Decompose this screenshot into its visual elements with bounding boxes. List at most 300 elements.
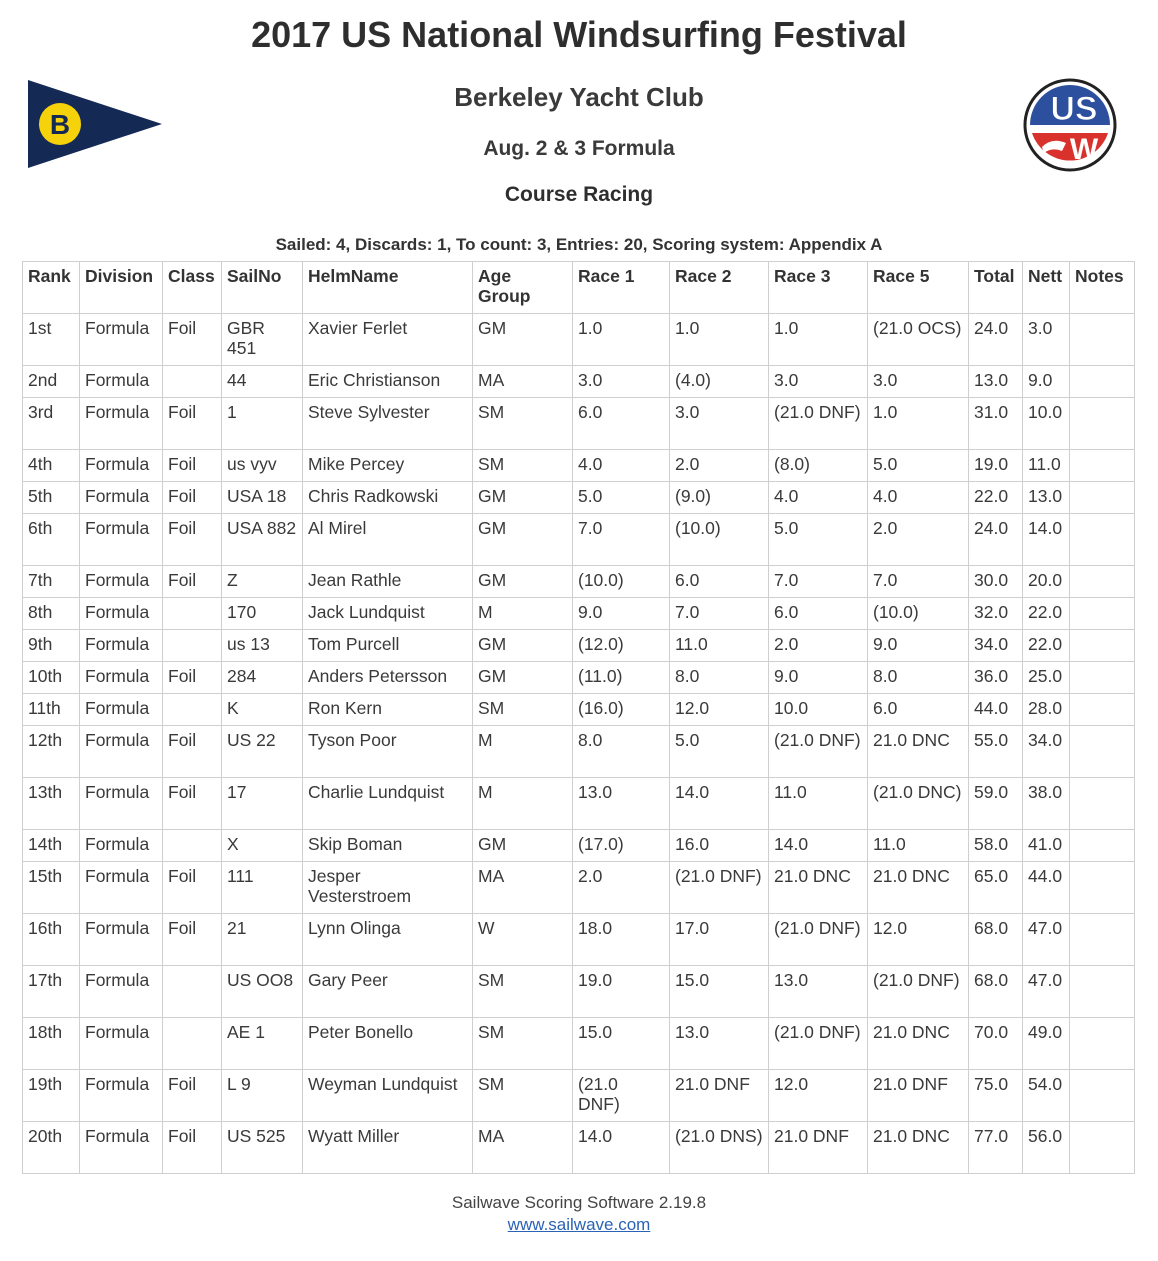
cell-class: Foil [163,662,222,694]
us-windsurfing-logo [1022,77,1118,173]
cell-helmname: Eric Christianson [303,366,473,398]
cell-race-2: 7.0 [670,598,769,630]
cell-nett: 9.0 [1023,366,1070,398]
cell-sailno: K [222,694,303,726]
cell-notes [1070,398,1135,450]
cell-sailno: 170 [222,598,303,630]
cell-sailno: US 22 [222,726,303,778]
cell-age-group: SM [473,1018,573,1070]
cell-helmname: Al Mirel [303,514,473,566]
cell-race-3: 1.0 [769,314,868,366]
cell-race-2: 8.0 [670,662,769,694]
cell-age-group: GM [473,630,573,662]
cell-notes [1070,450,1135,482]
cell-class: Foil [163,314,222,366]
cell-class [163,366,222,398]
table-row [23,1070,1135,1122]
cell-total: 31.0 [969,398,1023,450]
cell-nett: 47.0 [1023,966,1070,1018]
cell-age-group: MA [473,1122,573,1174]
cell-race-1: 19.0 [573,966,670,1018]
cell-sailno: AE 1 [222,1018,303,1070]
cell-race-1: (11.0) [573,662,670,694]
header-race-3: Race 3 [769,262,868,314]
results-body [23,314,1135,1174]
cell-race-3: 4.0 [769,482,868,514]
cell-rank: 11th [23,694,80,726]
cell-division: Formula [80,314,163,366]
cell-nett: 25.0 [1023,662,1070,694]
cell-notes [1070,862,1135,914]
cell-rank: 6th [23,514,80,566]
cell-notes [1070,1070,1135,1122]
header-nett: Nett [1023,262,1070,314]
cell-race-3: 7.0 [769,566,868,598]
header-division: Division [80,262,163,314]
cell-total: 30.0 [969,566,1023,598]
cell-race-5: (21.0 DNF) [868,966,969,1018]
cell-total: 55.0 [969,726,1023,778]
cell-race-2: 2.0 [670,450,769,482]
cell-total: 68.0 [969,966,1023,1018]
cell-rank: 1st [23,314,80,366]
table-row [23,598,1135,630]
cell-race-2: (21.0 DNF) [670,862,769,914]
cell-rank: 17th [23,966,80,1018]
cell-rank: 13th [23,778,80,830]
cell-rank: 10th [23,662,80,694]
cell-total: 34.0 [969,630,1023,662]
cell-division: Formula [80,1070,163,1122]
table-row [23,366,1135,398]
cell-race-2: 11.0 [670,630,769,662]
header-total: Total [969,262,1023,314]
table-row [23,450,1135,482]
cell-helmname: Chris Radkowski [303,482,473,514]
cell-rank: 5th [23,482,80,514]
cell-rank: 2nd [23,366,80,398]
table-header-row [23,262,1135,314]
cell-class: Foil [163,450,222,482]
cell-race-1: (16.0) [573,694,670,726]
cell-notes [1070,514,1135,566]
cell-race-2: 6.0 [670,566,769,598]
cell-race-3: (8.0) [769,450,868,482]
cell-class: Foil [163,914,222,966]
cell-sailno: 284 [222,662,303,694]
cell-race-2: 12.0 [670,694,769,726]
cell-race-5: 21.0 DNC [868,1122,969,1174]
cell-class: Foil [163,862,222,914]
cell-class: Foil [163,1122,222,1174]
cell-age-group: GM [473,662,573,694]
cell-helmname: Jack Lundquist [303,598,473,630]
cell-class: Foil [163,726,222,778]
table-row [23,482,1135,514]
cell-helmname: Weyman Lundquist [303,1070,473,1122]
cell-sailno: 111 [222,862,303,914]
page-title: 2017 US National Windsurfing Festival [251,14,907,55]
cell-race-1: 6.0 [573,398,670,450]
cell-sailno: US OO8 [222,966,303,1018]
cell-rank: 18th [23,1018,80,1070]
cell-age-group: GM [473,830,573,862]
cell-helmname: Lynn Olinga [303,914,473,966]
cell-race-2: 5.0 [670,726,769,778]
cell-rank: 7th [23,566,80,598]
cell-class: Foil [163,566,222,598]
cell-race-2: (9.0) [670,482,769,514]
cell-notes [1070,366,1135,398]
cell-race-5: 21.0 DNC [868,726,969,778]
cell-division: Formula [80,830,163,862]
cell-race-1: 4.0 [573,450,670,482]
cell-sailno: 17 [222,778,303,830]
cell-race-2: 14.0 [670,778,769,830]
cell-race-2: 17.0 [670,914,769,966]
cell-race-3: (21.0 DNF) [769,1018,868,1070]
cell-rank: 16th [23,914,80,966]
cell-nett: 54.0 [1023,1070,1070,1122]
cell-race-5: 1.0 [868,398,969,450]
cell-division: Formula [80,630,163,662]
cell-helmname: Charlie Lundquist [303,778,473,830]
cell-age-group: MA [473,862,573,914]
cell-division: Formula [80,514,163,566]
header-race-2: Race 2 [670,262,769,314]
cell-helmname: Jean Rathle [303,566,473,598]
header-rank: Rank [23,262,80,314]
cell-nett: 22.0 [1023,598,1070,630]
cell-age-group: GM [473,514,573,566]
cell-race-1: 13.0 [573,778,670,830]
cell-total: 24.0 [969,514,1023,566]
cell-rank: 14th [23,830,80,862]
cell-age-group: GM [473,482,573,514]
cell-race-3: 2.0 [769,630,868,662]
cell-helmname: Skip Boman [303,830,473,862]
cell-rank: 3rd [23,398,80,450]
cell-race-5: 11.0 [868,830,969,862]
table-row [23,314,1135,366]
header-age-group: Age Group [473,262,573,314]
cell-nett: 47.0 [1023,914,1070,966]
cell-nett: 11.0 [1023,450,1070,482]
cell-race-5: 6.0 [868,694,969,726]
cell-race-1: 2.0 [573,862,670,914]
cell-rank: 4th [23,450,80,482]
cell-helmname: Steve Sylvester [303,398,473,450]
series-summary: Sailed: 4, Discards: 1, To count: 3, Entries: 20, Scoring system: Appendix A [275,235,883,254]
cell-division: Formula [80,482,163,514]
cell-race-2: 16.0 [670,830,769,862]
cell-race-1: 3.0 [573,366,670,398]
cell-class [163,966,222,1018]
cell-race-3: 10.0 [769,694,868,726]
cell-sailno: USA 18 [222,482,303,514]
cell-race-3: 3.0 [769,366,868,398]
cell-race-3: 6.0 [769,598,868,630]
cell-division: Formula [80,1122,163,1174]
cell-total: 32.0 [969,598,1023,630]
cell-race-5: 9.0 [868,630,969,662]
table-row [23,514,1135,566]
cell-class [163,630,222,662]
cell-race-1: (10.0) [573,566,670,598]
cell-notes [1070,778,1135,830]
pennant-letter: B [49,109,71,140]
cell-race-5: (10.0) [868,598,969,630]
cell-division: Formula [80,662,163,694]
cell-race-3: 14.0 [769,830,868,862]
cell-notes [1070,662,1135,694]
cell-race-3: 12.0 [769,1070,868,1122]
cell-helmname: Peter Bonello [303,1018,473,1070]
cell-race-2: 15.0 [670,966,769,1018]
cell-age-group: M [473,598,573,630]
cell-notes [1070,482,1135,514]
cell-race-2: (4.0) [670,366,769,398]
cell-total: 58.0 [969,830,1023,862]
cell-race-1: 18.0 [573,914,670,966]
course-name: Course Racing [504,183,654,206]
cell-notes [1070,726,1135,778]
cell-rank: 19th [23,1070,80,1122]
cell-division: Formula [80,366,163,398]
cell-rank: 9th [23,630,80,662]
table-row [23,914,1135,966]
cell-notes [1070,566,1135,598]
cell-nett: 44.0 [1023,862,1070,914]
cell-sailno: 1 [222,398,303,450]
cell-race-2: 1.0 [670,314,769,366]
cell-race-2: (21.0 DNS) [670,1122,769,1174]
cell-race-5: 5.0 [868,450,969,482]
cell-sailno: GBR 451 [222,314,303,366]
cell-division: Formula [80,862,163,914]
cell-nett: 41.0 [1023,830,1070,862]
event-name: Aug. 2 & 3 Formula [483,137,675,160]
cell-notes [1070,598,1135,630]
cell-sailno: 44 [222,366,303,398]
cell-total: 65.0 [969,862,1023,914]
cell-race-3: 9.0 [769,662,868,694]
cell-race-2: 21.0 DNF [670,1070,769,1122]
cell-age-group: SM [473,450,573,482]
cell-helmname: Tyson Poor [303,726,473,778]
cell-total: 19.0 [969,450,1023,482]
cell-age-group: M [473,726,573,778]
table-row [23,726,1135,778]
cell-division: Formula [80,598,163,630]
cell-race-2: (10.0) [670,514,769,566]
cell-age-group: GM [473,314,573,366]
cell-division: Formula [80,726,163,778]
cell-rank: 8th [23,598,80,630]
header-helmname: HelmName [303,262,473,314]
cell-division: Formula [80,778,163,830]
cell-total: 13.0 [969,366,1023,398]
table-row [23,1122,1135,1174]
cell-sailno: us vyv [222,450,303,482]
cell-race-5: 21.0 DNC [868,862,969,914]
cell-rank: 20th [23,1122,80,1174]
table-row [23,398,1135,450]
cell-race-1: (17.0) [573,830,670,862]
cell-nett: 28.0 [1023,694,1070,726]
table-row [23,630,1135,662]
cell-total: 70.0 [969,1018,1023,1070]
cell-race-5: 2.0 [868,514,969,566]
cell-total: 24.0 [969,314,1023,366]
table-row [23,694,1135,726]
cell-nett: 49.0 [1023,1018,1070,1070]
cell-notes [1070,694,1135,726]
cell-notes [1070,630,1135,662]
cell-nett: 56.0 [1023,1122,1070,1174]
cell-class: Foil [163,482,222,514]
cell-race-5: 8.0 [868,662,969,694]
cell-nett: 20.0 [1023,566,1070,598]
cell-rank: 15th [23,862,80,914]
cell-race-1: 9.0 [573,598,670,630]
cell-age-group: SM [473,966,573,1018]
cell-race-5: 21.0 DNF [868,1070,969,1122]
cell-total: 44.0 [969,694,1023,726]
cell-total: 22.0 [969,482,1023,514]
cell-race-1: 15.0 [573,1018,670,1070]
table-row [23,1018,1135,1070]
cell-race-3: 11.0 [769,778,868,830]
cell-division: Formula [80,398,163,450]
cell-sailno: Z [222,566,303,598]
cell-race-3: (21.0 DNF) [769,914,868,966]
cell-race-2: 3.0 [670,398,769,450]
table-row [23,862,1135,914]
table-row [23,966,1135,1018]
cell-sailno: X [222,830,303,862]
cell-division: Formula [80,566,163,598]
cell-race-1: 8.0 [573,726,670,778]
cell-age-group: GM [473,566,573,598]
cell-race-3: 21.0 DNF [769,1122,868,1174]
cell-race-5: 7.0 [868,566,969,598]
cell-race-1: 5.0 [573,482,670,514]
cell-notes [1070,1122,1135,1174]
cell-class: Foil [163,778,222,830]
cell-race-1: (12.0) [573,630,670,662]
footer-link[interactable]: www.sailwave.com [507,1215,651,1234]
cell-helmname: Tom Purcell [303,630,473,662]
cell-notes [1070,314,1135,366]
cell-race-1: (21.0 DNF) [573,1070,670,1122]
cell-age-group: SM [473,694,573,726]
header-race-5: Race 5 [868,262,969,314]
cell-notes [1070,1018,1135,1070]
table-row [23,830,1135,862]
cell-sailno: USA 882 [222,514,303,566]
footer-software: Sailwave Scoring Software 2.19.8 [451,1193,707,1212]
cell-notes [1070,966,1135,1018]
cell-race-3: (21.0 DNF) [769,726,868,778]
cell-nett: 10.0 [1023,398,1070,450]
cell-division: Formula [80,914,163,966]
cell-sailno: 21 [222,914,303,966]
cell-age-group: SM [473,398,573,450]
cell-nett: 38.0 [1023,778,1070,830]
cell-notes [1070,914,1135,966]
cell-class: Foil [163,398,222,450]
header-sailno: SailNo [222,262,303,314]
cell-division: Formula [80,450,163,482]
cell-nett: 3.0 [1023,314,1070,366]
cell-total: 77.0 [969,1122,1023,1174]
cell-race-5: 21.0 DNC [868,1018,969,1070]
table-row [23,662,1135,694]
cell-total: 68.0 [969,914,1023,966]
logo-top-text: US [1050,90,1098,128]
cell-helmname: Mike Percey [303,450,473,482]
cell-race-5: 4.0 [868,482,969,514]
cell-race-1: 1.0 [573,314,670,366]
cell-sailno: L 9 [222,1070,303,1122]
header-race-1: Race 1 [573,262,670,314]
cell-nett: 34.0 [1023,726,1070,778]
header-notes: Notes [1070,262,1135,314]
cell-race-5: 3.0 [868,366,969,398]
cell-age-group: M [473,778,573,830]
cell-race-3: 21.0 DNC [769,862,868,914]
cell-division: Formula [80,966,163,1018]
header-class: Class [163,262,222,314]
cell-class [163,830,222,862]
cell-helmname: Gary Peer [303,966,473,1018]
club-name: Berkeley Yacht Club [454,82,704,112]
cell-class [163,694,222,726]
cell-race-5: (21.0 DNC) [868,778,969,830]
cell-division: Formula [80,694,163,726]
cell-rank: 12th [23,726,80,778]
cell-race-2: 13.0 [670,1018,769,1070]
table-row [23,566,1135,598]
cell-helmname: Xavier Ferlet [303,314,473,366]
cell-helmname: Wyatt Miller [303,1122,473,1174]
cell-nett: 13.0 [1023,482,1070,514]
cell-helmname: Ron Kern [303,694,473,726]
cell-helmname: Jesper Vesterstroem [303,862,473,914]
cell-race-3: 5.0 [769,514,868,566]
cell-race-3: 13.0 [769,966,868,1018]
cell-age-group: W [473,914,573,966]
cell-total: 59.0 [969,778,1023,830]
logo-bottom-text: W [1069,133,1099,166]
cell-class [163,598,222,630]
cell-age-group: SM [473,1070,573,1122]
cell-race-5: (21.0 OCS) [868,314,969,366]
cell-class: Foil [163,1070,222,1122]
cell-notes [1070,830,1135,862]
cell-sailno: us 13 [222,630,303,662]
table-row [23,778,1135,830]
cell-total: 75.0 [969,1070,1023,1122]
cell-nett: 14.0 [1023,514,1070,566]
cell-class: Foil [163,514,222,566]
cell-class [163,1018,222,1070]
cell-race-1: 7.0 [573,514,670,566]
cell-race-5: 12.0 [868,914,969,966]
cell-age-group: MA [473,366,573,398]
cell-race-1: 14.0 [573,1122,670,1174]
